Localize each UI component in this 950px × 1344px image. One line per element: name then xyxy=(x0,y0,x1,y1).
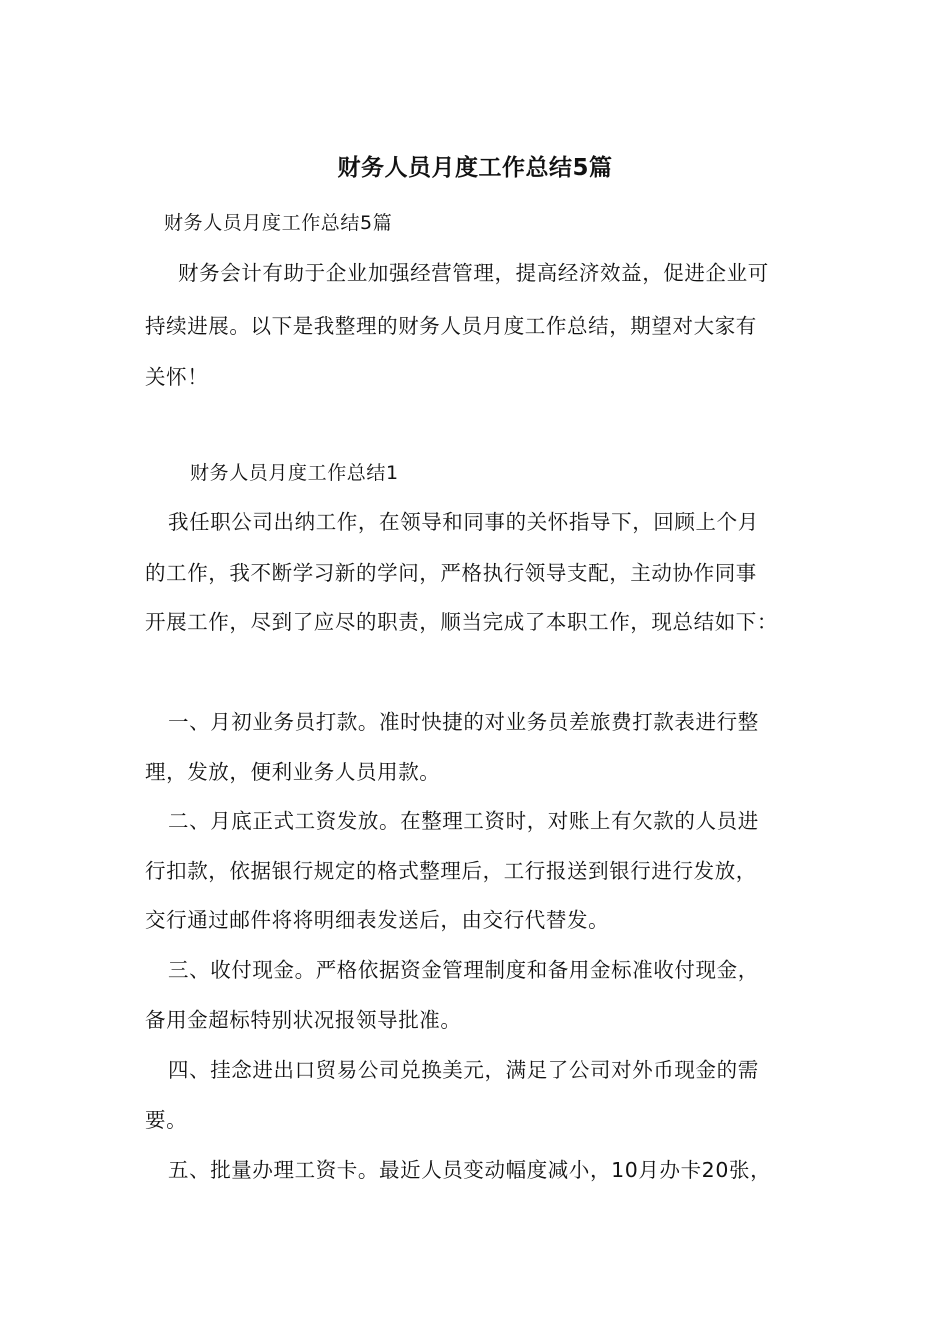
item-line-3: 二、月底正式工资发放。在整理工资时，对账上有欠款的人员进 xyxy=(168,809,759,833)
item-line-1: 一、月初业务员打款。准时快捷的对业务员差旅费打款表进行整 xyxy=(168,710,759,734)
intro-line-1: 财务会计有助于企业加强经营管理，提高经济效益，促进企业可 xyxy=(178,261,769,285)
section-intro-line-3: 开展工作，尽到了应尽的职责，顺当完成了本职工作，现总结如下： xyxy=(145,610,778,634)
item-line-2: 理，发放，便利业务人员用款。 xyxy=(145,760,441,784)
document-title: 财务人员月度工作总结5篇 xyxy=(337,155,613,181)
item-line-6: 三、收付现金。严格依据资金管理制度和备用金标准收付现金， xyxy=(168,958,759,982)
intro-line-3: 关怀！ xyxy=(145,365,209,389)
intro-line-2: 持续进展。以下是我整理的财务人员月度工作总结，期望对大家有 xyxy=(145,314,757,338)
section-intro-line-1: 我任职公司出纳工作，在领导和同事的关怀指导下，回顾上个月 xyxy=(168,510,759,534)
item-line-4: 行扣款，依据银行规定的格式整理后，工行报送到银行进行发放， xyxy=(145,859,757,883)
item-line-10: 五、批量办理工资卡。最近人员变动幅度减小，10月办卡20张， xyxy=(168,1158,772,1182)
section-heading: 财务人员月度工作总结1 xyxy=(190,462,399,484)
section-intro-line-2: 的工作，我不断学习新的学问，严格执行领导支配，主动协作同事 xyxy=(145,561,757,585)
document-subtitle: 财务人员月度工作总结5篇 xyxy=(164,212,393,234)
item-line-7: 备用金超标特别状况报领导批准。 xyxy=(145,1008,462,1032)
item-line-5: 交行通过邮件将将明细表发送后，由交行代替发。 xyxy=(145,908,610,932)
item-line-8: 四、挂念进出口贸易公司兑换美元，满足了公司对外币现金的需 xyxy=(168,1058,759,1082)
item-line-9: 要。 xyxy=(145,1108,188,1132)
